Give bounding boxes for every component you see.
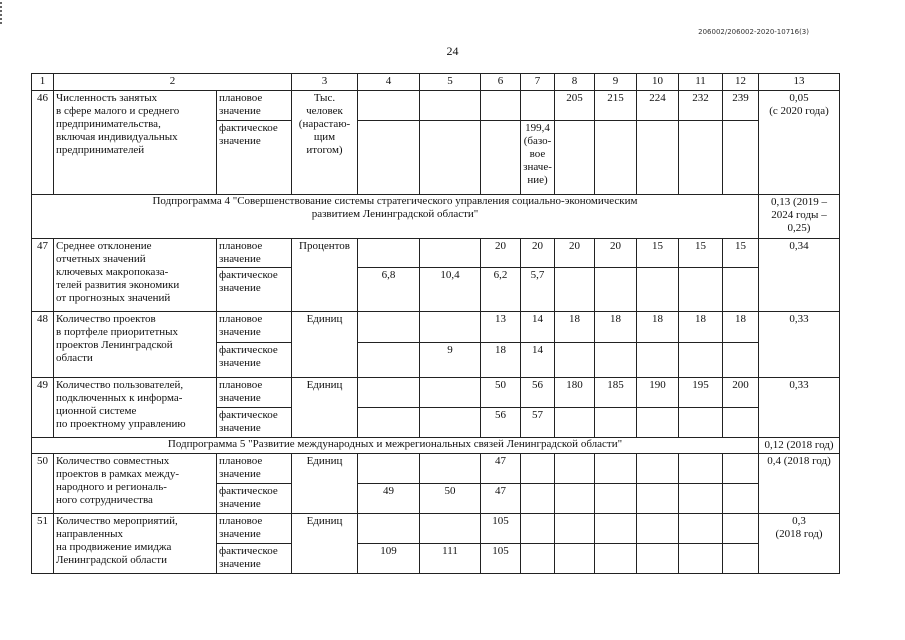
indicator-row-plan bbox=[32, 91, 840, 121]
plan-value: 15 bbox=[637, 239, 679, 268]
plan-value: 18 bbox=[679, 312, 723, 343]
indicator-name: Количество мероприятий, направленных на продвижение имиджа Ленинградской области bbox=[54, 514, 217, 574]
plan-value bbox=[595, 454, 637, 484]
fact-value: 57 bbox=[521, 408, 555, 438]
plan-value: 20 bbox=[595, 239, 637, 268]
column-header: 7 bbox=[521, 74, 555, 91]
fact-value bbox=[679, 408, 723, 438]
plan-value: 18 bbox=[595, 312, 637, 343]
fact-value bbox=[521, 484, 555, 514]
weight: 0,33 bbox=[759, 312, 840, 378]
plan-value bbox=[358, 239, 420, 268]
plan-value: 239 bbox=[723, 91, 759, 121]
fact-value bbox=[358, 121, 420, 195]
fact-value: 50 bbox=[420, 484, 481, 514]
subprogram-weight: 0,13 (2019 – 2024 годы – 0,25) bbox=[759, 195, 840, 239]
indicator-number: 50 bbox=[32, 454, 54, 514]
fact-value: 6,8 bbox=[358, 268, 420, 312]
fact-value bbox=[555, 268, 595, 312]
plan-value bbox=[358, 454, 420, 484]
column-header: 12 bbox=[723, 74, 759, 91]
plan-value: 18 bbox=[637, 312, 679, 343]
plan-value: 215 bbox=[595, 91, 637, 121]
column-header: 13 bbox=[759, 74, 840, 91]
plan-value bbox=[420, 514, 481, 544]
fact-label: фактическое значение bbox=[217, 484, 292, 514]
plan-label: плановое значение bbox=[217, 514, 292, 544]
unit: Процентов bbox=[292, 239, 358, 312]
fact-value bbox=[637, 343, 679, 378]
fact-value bbox=[555, 544, 595, 574]
column-header: 6 bbox=[481, 74, 521, 91]
fact-value bbox=[679, 268, 723, 312]
plan-value: 56 bbox=[521, 378, 555, 408]
subprogram-title: Подпрограмма 4 "Совершенствование системы стратегического управления социально-экономическим развитием Ленинградской области" bbox=[32, 195, 759, 239]
plan-value bbox=[595, 514, 637, 544]
fact-value: 5,7 bbox=[521, 268, 555, 312]
plan-value bbox=[723, 454, 759, 484]
indicator-row-plan bbox=[32, 454, 840, 484]
fact-value bbox=[637, 484, 679, 514]
plan-value bbox=[358, 378, 420, 408]
plan-value bbox=[420, 454, 481, 484]
plan-value: 14 bbox=[521, 312, 555, 343]
fact-label: фактическое значение bbox=[217, 343, 292, 378]
fact-value: 49 bbox=[358, 484, 420, 514]
fact-value bbox=[358, 408, 420, 438]
indicator-name: Количество пользователей, подключенных к информа- ционной системе по проектному управлению bbox=[54, 378, 217, 438]
fact-value bbox=[595, 343, 637, 378]
plan-value bbox=[555, 454, 595, 484]
column-header: 9 bbox=[595, 74, 637, 91]
fact-value bbox=[637, 268, 679, 312]
fact-value: 199,4 (базо- вое значе- ние) bbox=[521, 121, 555, 195]
plan-value: 20 bbox=[481, 239, 521, 268]
unit: Тыс. человек (нарастаю- щим итогом) bbox=[292, 91, 358, 195]
indicators-table bbox=[31, 73, 840, 574]
weight: 0,4 (2018 год) bbox=[759, 454, 840, 514]
unit: Единиц bbox=[292, 312, 358, 378]
fact-value bbox=[555, 408, 595, 438]
column-header: 10 bbox=[637, 74, 679, 91]
fact-value bbox=[595, 408, 637, 438]
fact-label: фактическое значение bbox=[217, 268, 292, 312]
fact-value bbox=[595, 484, 637, 514]
indicator-number: 46 bbox=[32, 91, 54, 195]
plan-label: плановое значение bbox=[217, 312, 292, 343]
document-id: 206002/206002-2020-10716(3) bbox=[698, 28, 809, 36]
indicator-number: 51 bbox=[32, 514, 54, 574]
plan-value: 180 bbox=[555, 378, 595, 408]
fact-value bbox=[679, 484, 723, 514]
plan-value bbox=[420, 312, 481, 343]
column-header-row bbox=[32, 74, 840, 91]
fact-value bbox=[595, 544, 637, 574]
subprogram-row bbox=[32, 195, 840, 239]
fact-value: 10,4 bbox=[420, 268, 481, 312]
fact-value bbox=[723, 121, 759, 195]
plan-value: 18 bbox=[555, 312, 595, 343]
plan-value bbox=[420, 378, 481, 408]
indicator-name: Количество совместных проектов в рамках между- народного и региональ- ного сотрудничества bbox=[54, 454, 217, 514]
plan-value bbox=[420, 91, 481, 121]
plan-value bbox=[521, 454, 555, 484]
column-header: 1 bbox=[32, 74, 54, 91]
fact-value bbox=[481, 121, 521, 195]
indicator-name: Численность занятых в сфере малого и среднего предпринимательства, включая индивидуальных предпринимателей bbox=[54, 91, 217, 195]
column-header: 5 bbox=[420, 74, 481, 91]
indicator-row-plan bbox=[32, 378, 840, 408]
indicator-name: Среднее отклонение отчетных значений ключевых макропоказа- телей развития экономики от прогнозных значений bbox=[54, 239, 217, 312]
column-header: 11 bbox=[679, 74, 723, 91]
fact-value bbox=[595, 121, 637, 195]
fact-label: фактическое значение bbox=[217, 408, 292, 438]
indicator-row-plan bbox=[32, 239, 840, 268]
fact-value: 111 bbox=[420, 544, 481, 574]
fact-value: 47 bbox=[481, 484, 521, 514]
plan-value bbox=[358, 91, 420, 121]
fact-value bbox=[420, 121, 481, 195]
plan-label: плановое значение bbox=[217, 378, 292, 408]
fact-value bbox=[555, 484, 595, 514]
fact-value bbox=[723, 484, 759, 514]
plan-value bbox=[555, 514, 595, 544]
plan-value: 185 bbox=[595, 378, 637, 408]
fact-value: 18 bbox=[481, 343, 521, 378]
weight: 0,34 bbox=[759, 239, 840, 312]
indicator-number: 49 bbox=[32, 378, 54, 438]
fact-value bbox=[555, 343, 595, 378]
fact-label: фактическое значение bbox=[217, 544, 292, 574]
fact-value: 9 bbox=[420, 343, 481, 378]
fact-value bbox=[679, 343, 723, 378]
fact-value bbox=[723, 343, 759, 378]
column-header: 4 bbox=[358, 74, 420, 91]
plan-value bbox=[358, 514, 420, 544]
plan-value bbox=[723, 514, 759, 544]
plan-value bbox=[481, 91, 521, 121]
indicator-row-plan bbox=[32, 514, 840, 544]
plan-value bbox=[679, 514, 723, 544]
indicator-row-plan bbox=[32, 312, 840, 343]
plan-value: 15 bbox=[679, 239, 723, 268]
fact-value bbox=[358, 343, 420, 378]
plan-label: плановое значение bbox=[217, 239, 292, 268]
plan-value: 13 bbox=[481, 312, 521, 343]
plan-value bbox=[637, 454, 679, 484]
plan-value: 20 bbox=[521, 239, 555, 268]
weight: 0,05 (с 2020 года) bbox=[759, 91, 840, 195]
weight: 0,33 bbox=[759, 378, 840, 438]
fact-label: фактическое значение bbox=[217, 121, 292, 195]
fact-value: 56 bbox=[481, 408, 521, 438]
fact-value bbox=[595, 268, 637, 312]
fact-value: 14 bbox=[521, 343, 555, 378]
scan-edge-mark bbox=[0, 2, 5, 24]
column-header: 8 bbox=[555, 74, 595, 91]
table-body bbox=[32, 74, 840, 574]
column-header: 3 bbox=[292, 74, 358, 91]
plan-value: 195 bbox=[679, 378, 723, 408]
plan-value: 105 bbox=[481, 514, 521, 544]
fact-value: 109 bbox=[358, 544, 420, 574]
column-header: 2 bbox=[54, 74, 292, 91]
fact-value bbox=[555, 121, 595, 195]
plan-value bbox=[521, 514, 555, 544]
page-number: 24 bbox=[446, 44, 459, 58]
fact-value bbox=[723, 408, 759, 438]
subprogram-row bbox=[32, 438, 840, 454]
fact-value: 105 bbox=[481, 544, 521, 574]
fact-value bbox=[420, 408, 481, 438]
plan-value bbox=[679, 454, 723, 484]
fact-value bbox=[637, 121, 679, 195]
subprogram-title: Подпрограмма 5 "Развитие международных и межрегиональных связей Ленинградской области" bbox=[32, 438, 759, 454]
plan-value: 50 bbox=[481, 378, 521, 408]
plan-value: 47 bbox=[481, 454, 521, 484]
fact-value bbox=[723, 544, 759, 574]
fact-value: 6,2 bbox=[481, 268, 521, 312]
subprogram-weight: 0,12 (2018 год) bbox=[759, 438, 840, 454]
plan-value: 20 bbox=[555, 239, 595, 268]
fact-value bbox=[637, 408, 679, 438]
plan-value: 190 bbox=[637, 378, 679, 408]
fact-value bbox=[723, 268, 759, 312]
fact-value bbox=[679, 544, 723, 574]
indicator-number: 47 bbox=[32, 239, 54, 312]
plan-value bbox=[358, 312, 420, 343]
plan-value bbox=[420, 239, 481, 268]
fact-value bbox=[521, 544, 555, 574]
plan-value: 15 bbox=[723, 239, 759, 268]
plan-value bbox=[521, 91, 555, 121]
unit: Единиц bbox=[292, 454, 358, 514]
fact-value bbox=[637, 544, 679, 574]
weight: 0,3 (2018 год) bbox=[759, 514, 840, 574]
plan-label: плановое значение bbox=[217, 454, 292, 484]
plan-label: плановое значение bbox=[217, 91, 292, 121]
indicator-name: Количество проектов в портфеле приоритетных проектов Ленинградской области bbox=[54, 312, 217, 378]
unit: Единиц bbox=[292, 514, 358, 574]
plan-value: 18 bbox=[723, 312, 759, 343]
unit: Единиц bbox=[292, 378, 358, 438]
indicator-number: 48 bbox=[32, 312, 54, 378]
plan-value: 200 bbox=[723, 378, 759, 408]
plan-value: 205 bbox=[555, 91, 595, 121]
fact-value bbox=[679, 121, 723, 195]
plan-value: 224 bbox=[637, 91, 679, 121]
plan-value bbox=[637, 514, 679, 544]
plan-value: 232 bbox=[679, 91, 723, 121]
